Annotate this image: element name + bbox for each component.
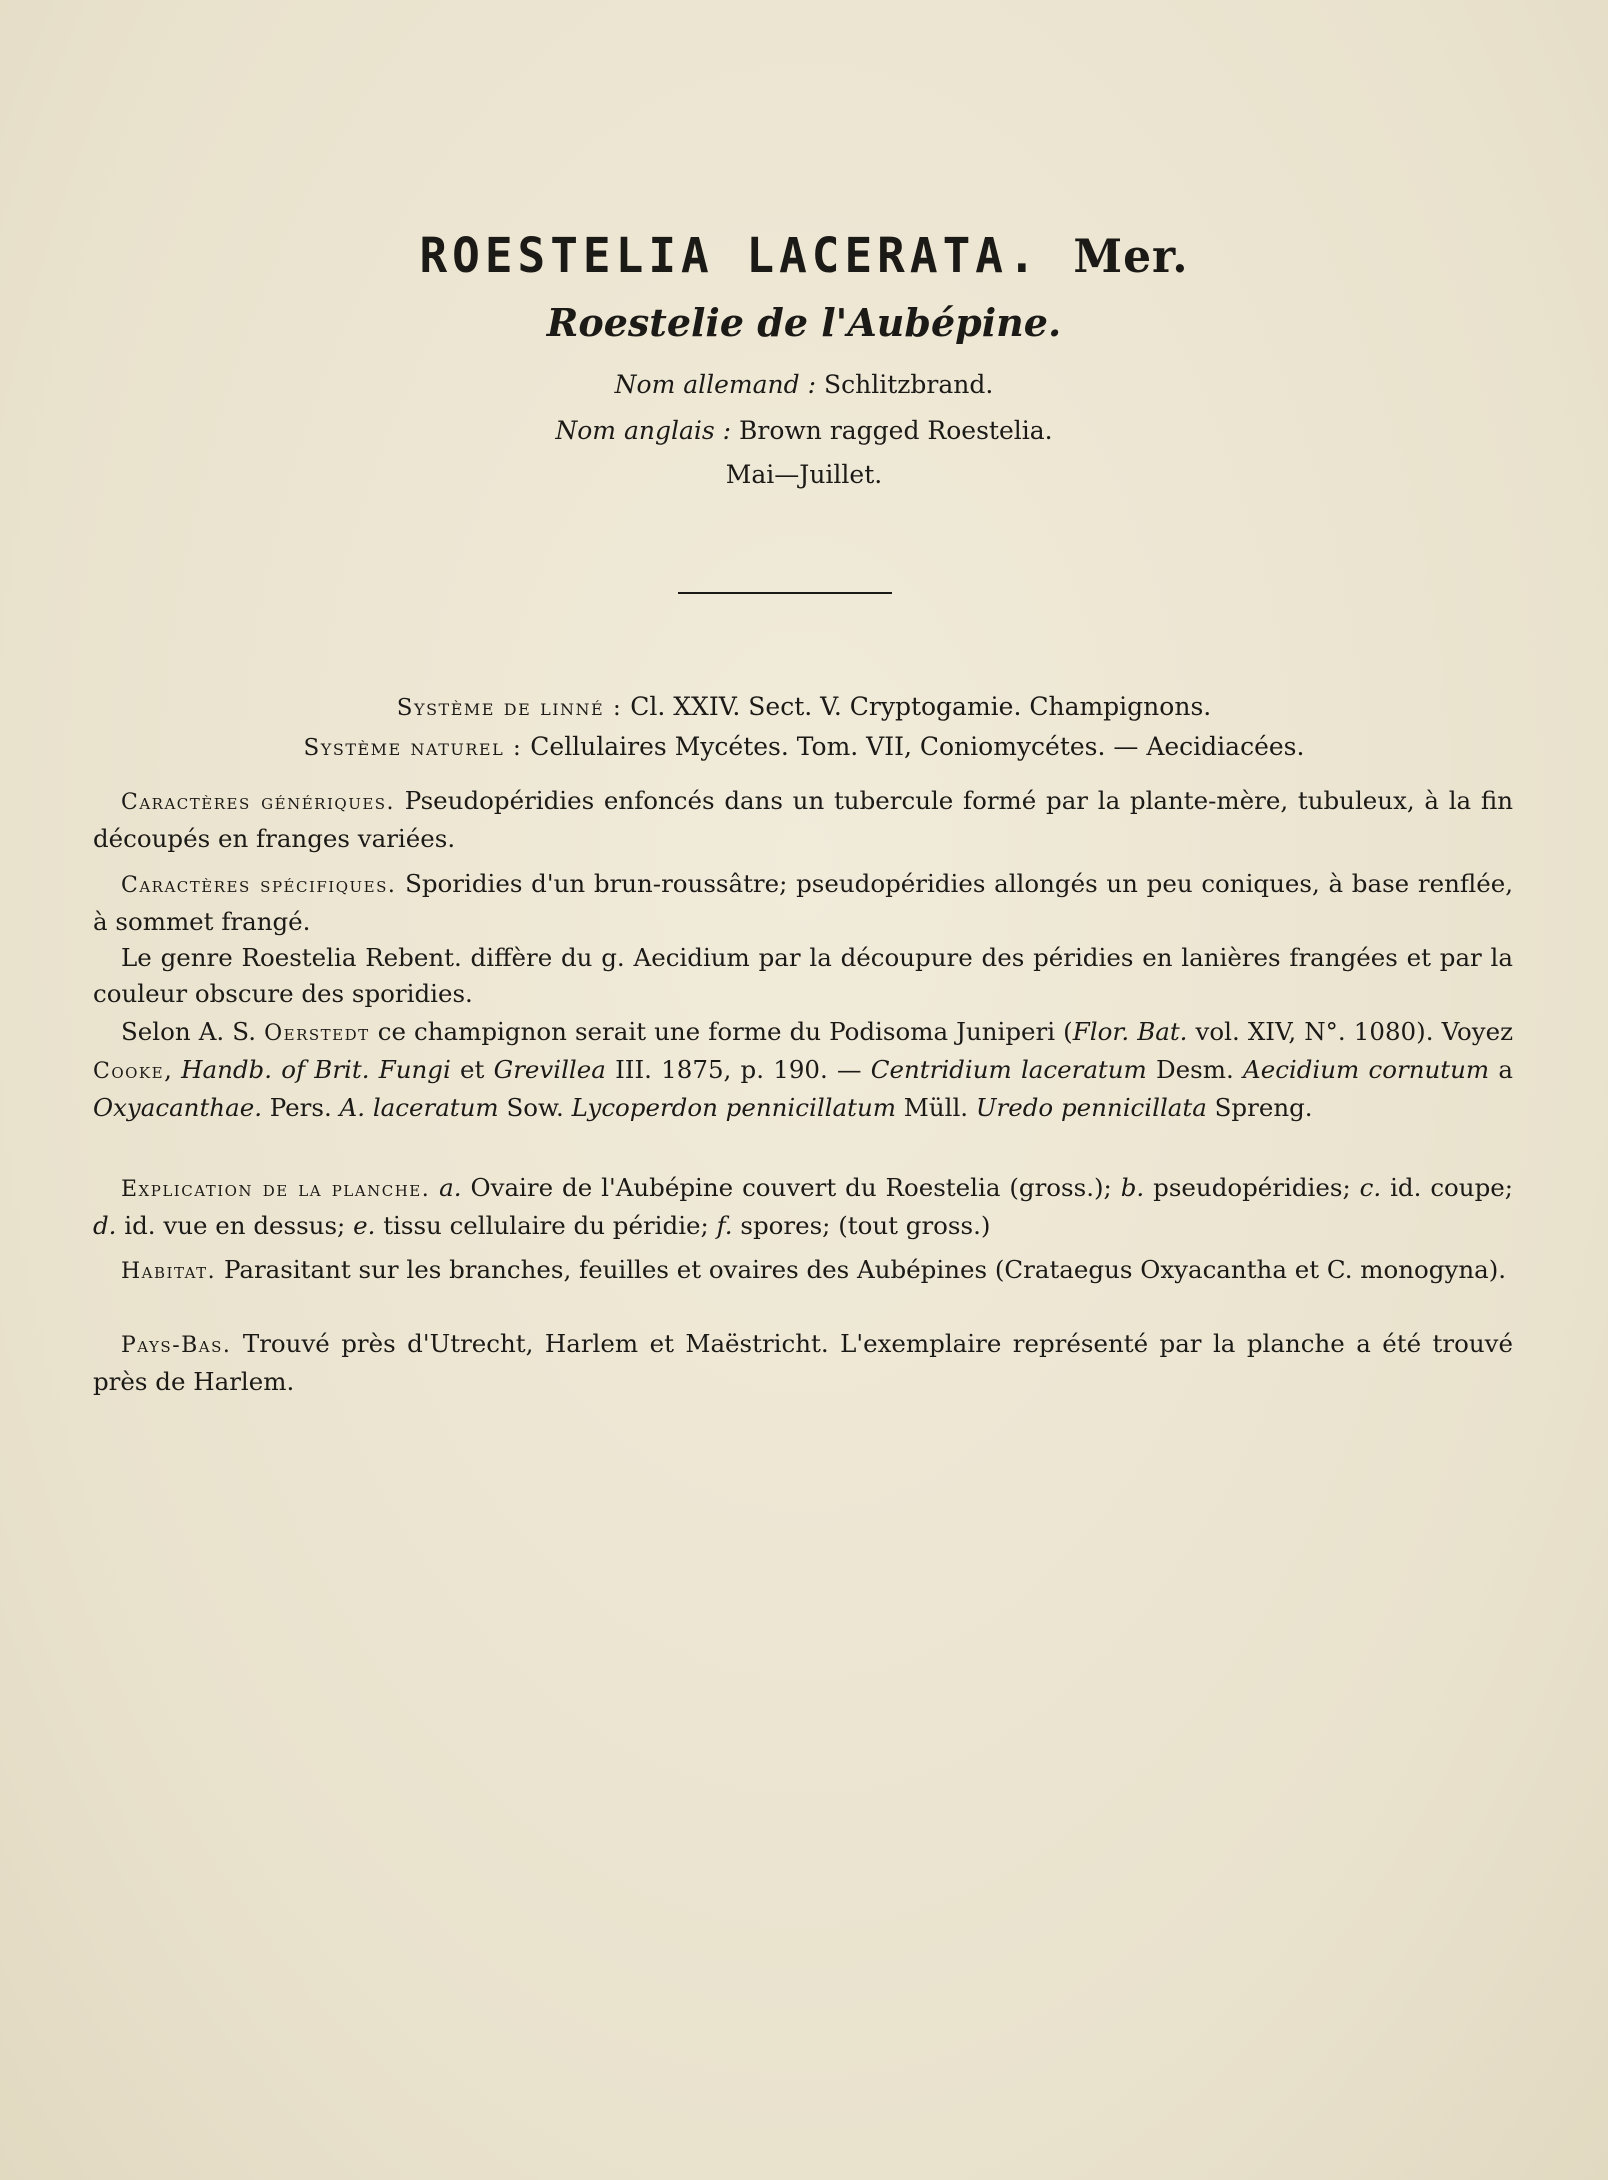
synonyms-text: ce champignon serait une forme du Podisoma Juniperi (	[377, 1017, 1073, 1046]
ref-grevillea: Grevillea	[493, 1055, 606, 1084]
figure-letter: a.	[439, 1173, 462, 1202]
synonyms-text: Selon A. S.	[121, 1017, 256, 1046]
specific-text: Sporidies d'un brun-roussâtre; pseudopéridies allongés un peu coniques, à base renflée, à sommet frangé.	[93, 869, 1513, 936]
title-species: ROESTELIA LACERATA.	[419, 226, 1041, 284]
paragraph-specific-characters	[93, 866, 1513, 940]
synonyms-text: ,	[164, 1055, 172, 1084]
author-cooke: Cooke	[93, 1059, 165, 1084]
figure-caption: id. coupe;	[1390, 1173, 1514, 1202]
ref-handbook: Handb. of Brit. Fungi	[181, 1055, 451, 1084]
paragraph-plate-explanation	[93, 1170, 1513, 1244]
synonym-uredo: Uredo pennicillata	[975, 1093, 1207, 1122]
habitat-text: Parasitant sur les branches, feuilles et ovaires des Aubépines (Crataegus Oxyacantha et C. monogyna).	[223, 1255, 1507, 1284]
synonyms-text: vol. XIV, N°. 1080). Voyez	[1195, 1017, 1514, 1046]
english-name-line	[0, 416, 1608, 445]
synonyms-text: Sow.	[506, 1093, 564, 1122]
paragraph-genus: Le genre Roestelia Rebent. diffère du g. Aecidium par la découpure des péridies en lanières frangées et par la couleur obscure des sporidies.	[93, 943, 1513, 1008]
english-value: Brown ragged Roestelia.	[739, 416, 1053, 445]
netherlands-label: Pays-Bas.	[121, 1333, 232, 1358]
paragraph-habitat	[93, 1252, 1513, 1290]
figure-caption: spores; (tout gross.)	[740, 1211, 991, 1240]
title-author: Mer.	[1073, 229, 1189, 284]
page-subtitle: Roestelie de l'Aubépine.	[546, 300, 1062, 345]
english-label: Nom anglais :	[555, 416, 732, 445]
synonyms-text: Müll.	[903, 1093, 969, 1122]
figure-caption: Ovaire de l'Aubépine couvert du Roestelia (gross.);	[470, 1173, 1112, 1202]
german-name-line	[0, 370, 1608, 399]
figure-letter: d.	[93, 1211, 117, 1240]
generic-label: Caractères génériques.	[121, 790, 396, 815]
synonyms-text: a	[1498, 1055, 1513, 1084]
paragraph-generic-characters	[93, 783, 1513, 857]
plate-explanation-label: Explication de la planche.	[121, 1177, 431, 1202]
figure-caption: id. vue en dessus;	[124, 1211, 346, 1240]
synonym-centridium: Centridium laceratum	[870, 1055, 1147, 1084]
figure-letter: e.	[353, 1211, 376, 1240]
synonym-oxyacanthae: Oxyacanthae.	[93, 1093, 262, 1122]
months-line: Mai—Juillet.	[725, 460, 883, 489]
paragraph-netherlands	[93, 1326, 1513, 1400]
figure-letter: f.	[716, 1211, 733, 1240]
naturel-label: Système naturel :	[303, 735, 523, 761]
synonyms-text: Pers.	[269, 1093, 332, 1122]
synonyms-text: Desm.	[1156, 1055, 1234, 1084]
synonym-lycoperdon: Lycoperdon pennicillatum	[571, 1093, 896, 1122]
linne-value: Cl. XXIV. Sect. V. Cryptogamie. Champignons.	[630, 692, 1212, 721]
natural-system-line	[0, 732, 1608, 761]
synonyms-text: Spreng.	[1214, 1093, 1313, 1122]
paragraph-synonyms	[93, 1014, 1513, 1126]
german-value: Schlitzbrand.	[823, 370, 994, 399]
divider-rule	[678, 592, 892, 594]
specific-label: Caractères spécifiques.	[121, 873, 397, 898]
linne-system-line	[0, 692, 1608, 721]
page-title	[0, 227, 1608, 284]
figure-caption: pseudopéridies;	[1153, 1173, 1351, 1202]
linne-label: Système de linné :	[396, 695, 623, 721]
author-oerstedt: Oerstedt	[264, 1021, 370, 1046]
synonym-a-laceratum: A. laceratum	[339, 1093, 499, 1122]
netherlands-text: Trouvé près d'Utrecht, Harlem et Maëstricht. L'exemplaire représenté par la planche a été trouvé près de Harlem.	[93, 1329, 1513, 1396]
figure-letter: b.	[1120, 1173, 1145, 1202]
figure-caption: tissu cellulaire du péridie;	[383, 1211, 709, 1240]
naturel-value: Cellulaires Mycétes. Tom. VII, Coniomycétes. — Aecidiacées.	[530, 732, 1305, 761]
synonyms-text: III. 1875, p. 190. —	[615, 1055, 862, 1084]
generic-text: Pseudopéridies enfoncés dans un tubercule formé par la plante-mère, tubuleux, à la fin découpés en franges variées.	[93, 786, 1513, 853]
synonyms-text: et	[460, 1055, 485, 1084]
figure-letter: c.	[1359, 1173, 1382, 1202]
german-label: Nom allemand :	[614, 370, 817, 399]
synonym-aecidium: Aecidium cornutum	[1243, 1055, 1490, 1084]
ref-flor-bat: Flor. Bat.	[1072, 1017, 1188, 1046]
habitat-label: Habitat.	[121, 1259, 217, 1284]
